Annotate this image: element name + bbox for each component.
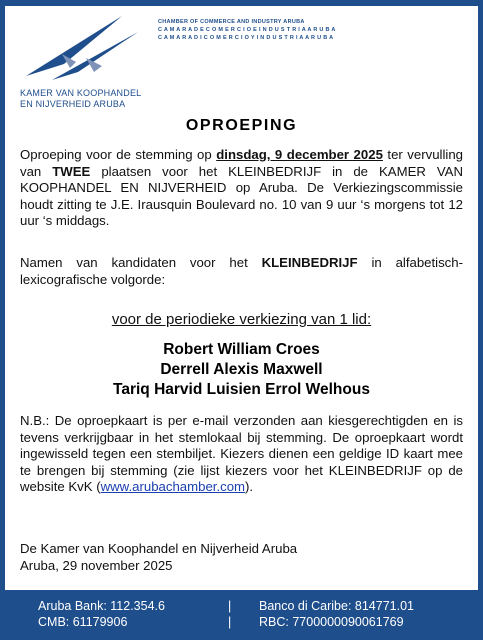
logo-caption bbox=[20, 88, 141, 110]
footer-left bbox=[38, 598, 165, 630]
signature-block bbox=[20, 541, 463, 574]
candidate-list bbox=[0, 340, 483, 400]
candidate-name: Tariq Harvid Luisien Errol Welhous bbox=[113, 381, 370, 398]
chamber-name-en: CHAMBER OF COMMERCE AND INDUSTRY ARUBA bbox=[158, 19, 305, 25]
note-text-1: N.B.: De oproepkaart is per e-mail verzonden aan kiesgerechtigden en is tevens verkrijgbaar in het stemlokaal bij stemming. De oproepkaart wordt ingewisseld tegen een stembiljet. Kiezers dienen een geldige ID kaart mee te brengen bij stemming (zie lijst kiezers voor het KLEINBEDRIJF op de website KvK ( bbox=[20, 413, 463, 494]
banco-caribe-account: Banco di Caribe: 814771.01 bbox=[259, 599, 414, 613]
candidates-intro-text-2: in alfabetisch-lexicografische volgorde: bbox=[20, 255, 464, 287]
candidate-name: Derrell Alexis Maxwell bbox=[160, 361, 323, 378]
candidates-intro-text-1: Namen van kandidaten voor het bbox=[20, 255, 262, 270]
candidates-intro bbox=[20, 255, 463, 288]
seat-count: TWEE bbox=[52, 163, 91, 179]
election-date: dinsdag, 9 december 2025 bbox=[216, 147, 383, 162]
top-border bbox=[0, 0, 483, 6]
logo-caption-line-2: EN NIJVERHEID ARUBA bbox=[20, 99, 126, 109]
intro-text-3: plaatsen voor het KLEINBEDRIJF in de KAMER VAN KOOPHANDEL EN NIJVERHEID op Aruba. De Verkiezingscommissie houdt zitting te J.E. Irausquin Boulevard no. 10 van 9 uur ‘s morgens tot 12 uur ‘s middags. bbox=[20, 163, 463, 228]
separator-bar: | bbox=[228, 599, 232, 613]
signature-date: Aruba, 29 november 2025 bbox=[20, 557, 173, 573]
aruba-bank-account: Aruba Bank: 112.354.6 bbox=[38, 599, 165, 613]
bank-footer bbox=[0, 590, 483, 640]
logo-caption-line-1: KAMER VAN KOOPHANDEL bbox=[20, 88, 142, 98]
separator-bar: | bbox=[228, 615, 232, 629]
chamber-logo-icon bbox=[22, 14, 142, 84]
signature-organization: De Kamer van Koophandel en Nijverheid Aruba bbox=[20, 541, 298, 556]
intro-paragraph bbox=[20, 147, 463, 230]
footer-separator bbox=[228, 598, 231, 630]
website-link[interactable]: www.arubachamber.com bbox=[100, 479, 246, 494]
cmb-account: CMB: 61179906 bbox=[38, 615, 128, 629]
note-paragraph bbox=[20, 413, 463, 496]
footer-right bbox=[259, 598, 414, 630]
chamber-name-es: C A M A R A D E C O M E R C I O E I N D U S T R I A A R U B A bbox=[158, 27, 336, 33]
rbc-account: RBC: 7700000090061769 bbox=[259, 615, 404, 629]
intro-text-2: ter vervulling van bbox=[20, 147, 463, 179]
candidates-intro-bold: KLEINBEDRIJF bbox=[261, 255, 358, 270]
chamber-name-pap: C A M A R A D I C O M E R C I O Y I N D U S T R I A A R U B A bbox=[158, 35, 334, 41]
election-subtitle: voor de periodieke verkiezing van 1 lid: bbox=[111, 311, 372, 328]
page-title: OPROEPING bbox=[185, 117, 298, 134]
intro-text-1: Oproeping voor de stemming op bbox=[20, 147, 217, 162]
chamber-name-block bbox=[158, 18, 336, 42]
candidate-name: Robert William Croes bbox=[163, 341, 320, 358]
note-text-2: ). bbox=[245, 479, 254, 494]
